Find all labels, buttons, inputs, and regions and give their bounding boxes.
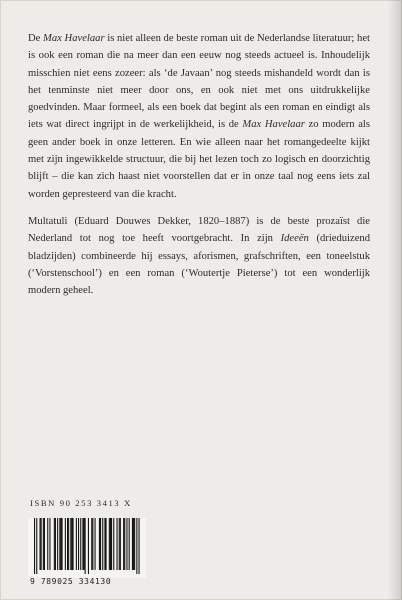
spine-shadow [388, 0, 402, 600]
barcode-bar [78, 518, 79, 570]
book-title-italic: Max Havelaar [43, 33, 105, 44]
barcode-bar [62, 518, 63, 570]
barcode-bar [100, 518, 101, 570]
barcode-bar [111, 518, 112, 570]
text-run: zo modern als geen ander boek in onze letteren. En wie alleen naar het romangedeelte kijkt met zijn ingewikkelde structuur, die bij het lezen toch zo logisch en doorzichtig blijft – die kan zich haast niet voorstellen dat er in onze taal nog eens iets zal worden gepresteerd van die kracht. [28, 119, 370, 200]
text-run: Multatuli (Eduard Douwes Dekker, 1820–1887) is de beste prozaïst die Nederland tot nog toe heeft voortgebracht. In zijn [28, 215, 370, 245]
barcode-bar [80, 518, 81, 570]
barcode-bar [40, 518, 41, 570]
barcode-bar [76, 518, 77, 570]
barcode-bar [34, 518, 35, 574]
barcode-bar [65, 518, 66, 570]
barcode-bar [44, 518, 45, 570]
barcode-bar [84, 518, 85, 570]
barcode-bar [55, 518, 56, 570]
barcode-bar [113, 518, 114, 570]
text-run: is niet alleen de beste roman uit de Nederlandse literatuur; het is ook een roman die na meer dan een eeuw nog steeds actueel is. Inhoudelijk misschien niet eens zozeer: als ‘de Javaan’ nog steeds mishandeld wordt dan is het tenminste niet meer door ons, en ook niet met ons uitdrukkelijke goedvinden. Maar formeel, als een boek dat begint als een roman en eindigt als iets wat direct ingrijpt in de werkelijkheid, is de [28, 33, 371, 131]
barcode-bar [99, 518, 100, 570]
book-title-italic: Ideeën [280, 233, 309, 245]
text-run: De [28, 33, 44, 44]
barcode-bar [59, 518, 60, 570]
barcode-bar [123, 518, 124, 570]
barcode-bar [82, 518, 83, 570]
barcode-bar [119, 518, 120, 570]
barcode-bar [117, 518, 118, 570]
barcode-bar [36, 518, 37, 574]
barcode-bar [120, 518, 121, 570]
barcode-digits: 9 789025 334130 [30, 577, 112, 586]
blurb-paragraph-2 [28, 213, 370, 299]
barcode-bar [47, 518, 48, 570]
barcode-bar [139, 518, 140, 574]
barcode-bar [95, 518, 96, 570]
barcode-bar [41, 518, 42, 570]
barcode-bar [92, 518, 93, 570]
barcode-bar [124, 518, 125, 570]
barcode-bar [129, 518, 130, 570]
barcode-bar [102, 518, 103, 570]
barcode-bar [67, 518, 68, 570]
barcode-bar [109, 518, 110, 570]
blurb-text [28, 30, 370, 309]
text-run: (drieduizend bladzijden) combineerde hij essays, aforismen, grafschriften, een toneelstuk (‘Vorstenschool’) en een roman (‘Woutertje Pieterse’) tot een wonderlijk modern geheel. [28, 233, 370, 297]
barcode-bar [73, 518, 74, 570]
book-title-italic: Max Havelaar [242, 119, 305, 131]
barcode-bar [132, 518, 133, 570]
barcode-bar [49, 518, 50, 570]
barcode [28, 518, 146, 586]
barcode-bar [136, 518, 137, 574]
barcode-bar [126, 518, 127, 570]
barcode-bar [54, 518, 55, 570]
barcode-bar [88, 518, 89, 574]
barcode-bar [110, 518, 111, 570]
barcode-bar [68, 518, 69, 570]
barcode-bar [85, 518, 86, 574]
barcode-bar [104, 518, 105, 570]
blurb-paragraph-1 [28, 30, 370, 203]
isbn-number: ISBN 90 253 3413 X [30, 498, 132, 508]
barcode-bar [70, 518, 71, 570]
barcode-bars [34, 518, 140, 574]
barcode-bar [60, 518, 61, 570]
barcode-bar [106, 518, 107, 570]
barcode-bar [134, 518, 135, 570]
barcode-bar [43, 518, 44, 570]
barcode-bar [91, 518, 92, 570]
barcode-bar [71, 518, 72, 570]
barcode-bar [57, 518, 58, 570]
barcode-bar [133, 518, 134, 570]
